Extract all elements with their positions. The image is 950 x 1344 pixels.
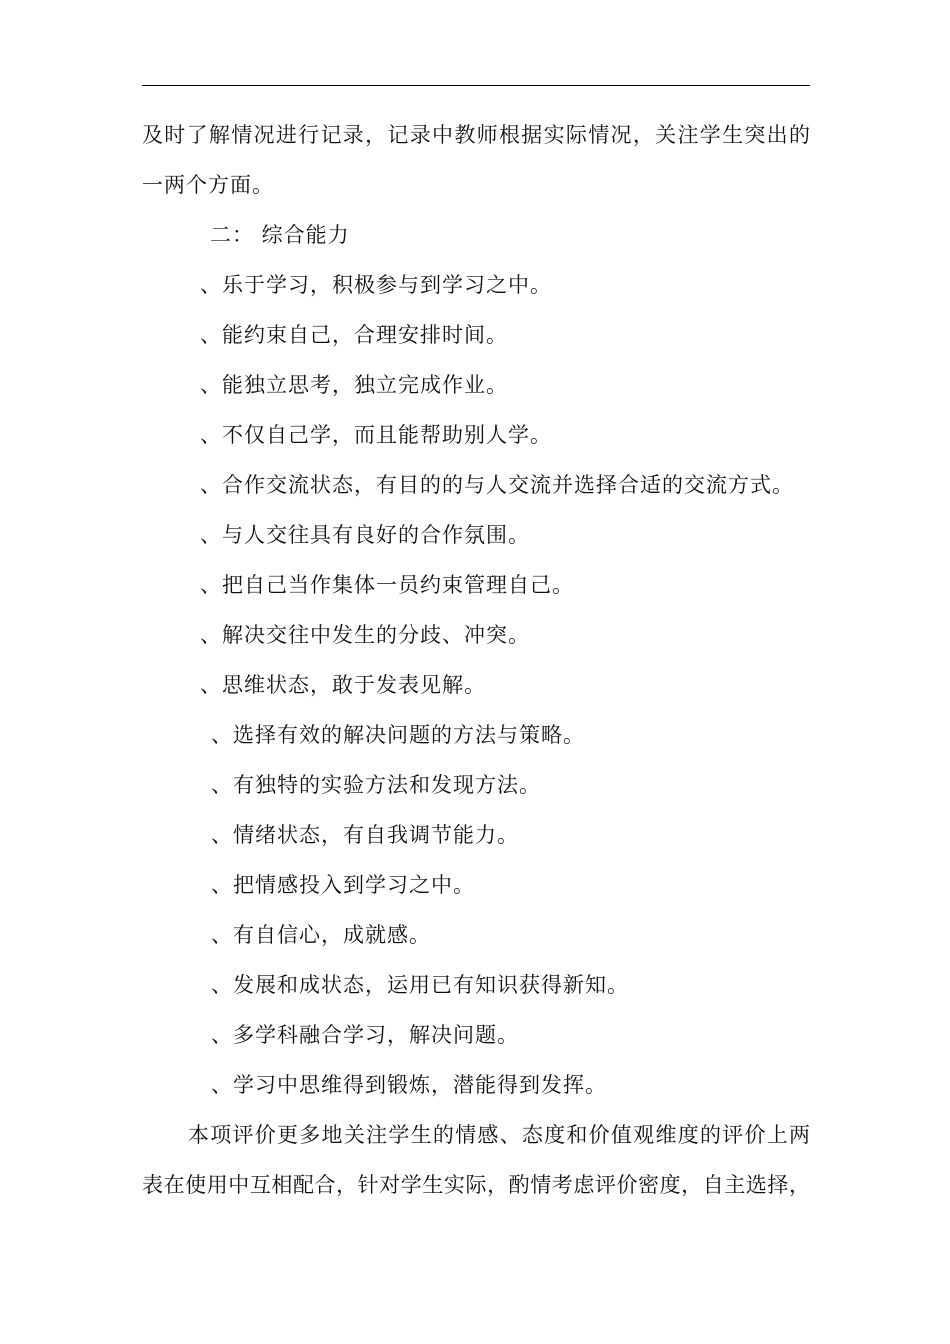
intro-line-2: 一两个方面。 [142, 173, 274, 197]
list-item: 、乐于学习，积极参与到学习之中。 [200, 273, 552, 297]
list-item: 、合作交流状态，有目的的与人交流并选择合适的交流方式。 [200, 473, 794, 497]
list-item: 、不仅自己学，而且能帮助别人学。 [200, 423, 552, 447]
list-item: 、有自信心，成就感。 [211, 923, 431, 947]
list-item: 、学习中思维得到锻炼，潜能得到发挥。 [211, 1073, 607, 1097]
list-item: 、与人交往具有良好的合作氛围。 [200, 523, 530, 547]
intro-line-1: 及时了解情况进行记录，记录中教师根据实际情况，关注学生突出的 [142, 123, 810, 147]
list-item: 、把自己当作集体一员约束管理自己。 [200, 573, 574, 597]
closing-line-2: 表在使用中互相配合，针对学生实际，酌情考虑评价密度，自主选择， [142, 1173, 810, 1197]
list-item: 、多学科融合学习，解决问题。 [211, 1023, 519, 1047]
list-item: 、能独立思考，独立完成作业。 [200, 373, 508, 397]
list-item: 、选择有效的解决问题的方法与策略。 [211, 723, 585, 747]
list-item: 、发展和成状态，运用已有知识获得新知。 [211, 973, 629, 997]
list-item: 、解决交往中发生的分歧、冲突。 [200, 623, 530, 647]
closing-line-1: 本项评价更多地关注学生的情感、态度和价值观维度的评价上两 [188, 1123, 810, 1147]
header-rule [142, 85, 810, 86]
list-item: 、能约束自己，合理安排时间。 [200, 323, 508, 347]
list-item: 、思维状态，敢于发表见解。 [200, 673, 486, 697]
section-heading: 二： 综合能力 [210, 223, 350, 247]
list-item: 、把情感投入到学习之中。 [211, 873, 475, 897]
list-item: 、有独特的实验方法和发现方法。 [211, 773, 541, 797]
list-item: 、情绪状态，有自我调节能力。 [211, 823, 519, 847]
